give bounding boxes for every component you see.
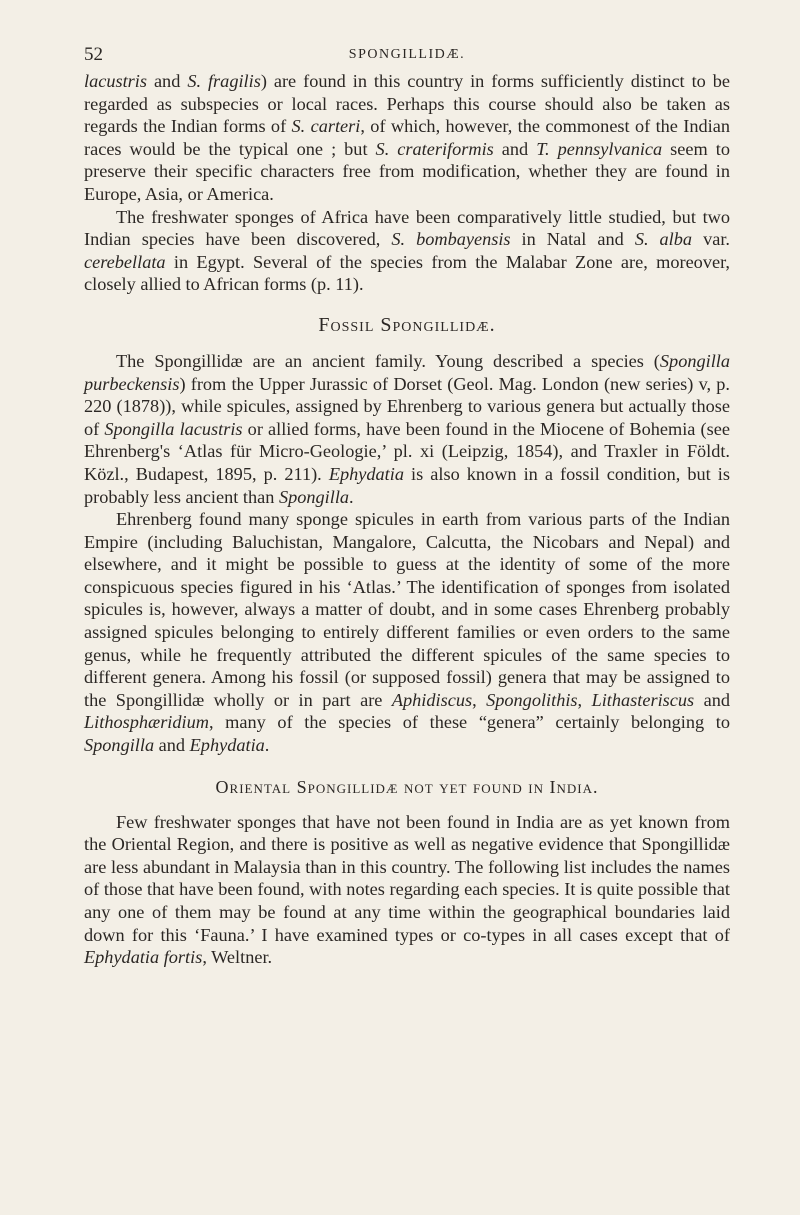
text-run: , of which, however, the commonest of the Indian races would be the typical one ; but: [84, 116, 730, 159]
italic-term: S. alba: [634, 229, 693, 250]
text-run: ,: [472, 689, 487, 710]
text-run: and: [493, 138, 537, 159]
text-run: in Natal and: [510, 229, 635, 250]
paragraph-ehrenberg: [84, 508, 730, 757]
text-run: ) are found in this country in forms sufficiently distinct to be regarded as subspecies or local races. Perhaps this course should also be taken as regards the Indian forms of: [84, 71, 730, 137]
text-run: .: [264, 735, 270, 756]
italic-term: Spongolithis: [486, 689, 578, 710]
italic-term: S. crateriformis: [375, 138, 494, 159]
italic-term: Ephydatia fortis: [84, 947, 203, 968]
text-run: The freshwater sponges of Africa have been comparatively little studied, but two Indian species have been discovered,: [84, 206, 730, 250]
text-run: var.: [692, 229, 730, 250]
page-number: 52: [84, 44, 103, 65]
italic-term: lacustris: [84, 71, 147, 91]
text-run: or allied forms, have been found in the Miocene of Bohemia (see Ehrenberg's ‘Atlas für Micro-Geologie,’ pl. xi (Leipzig, 1854), and Traxler in Földt. Közl., Budapest, 1895, p. 211).: [84, 418, 730, 484]
text-run: Ehrenberg found many sponge spicules in earth from various parts of the Indian Empire (including Baluchistan, Mangalore, Calcutta, the Nicobars and Nepal) and elsewhere, and it might be possible to guess at the identity of some of the more conspicuous species figured in his ‘Atlas.’ The identification of sponges from isolated spicules is, however, always a matter of doubt, and in some cases Ehrenberg probably assigned spicules belonging to entirely different families or even orders to the same genus, while he frequently attributed the different spicules of the same species to different genera. Among his fossil (or supposed fossil) genera that may be assigned to the Spongillidæ wholly or in part are: [84, 509, 730, 710]
italic-term: Spongilla: [84, 735, 155, 756]
text-run: and: [154, 735, 190, 756]
text-run: Few freshwater sponges that have not been found in India are as yet known from the Oriental Region, and there is positive as well as negative evidence that Spongillidæ are less abundant in Malaysia than in this country. The following list includes the names of those that have been found, with notes regarding each species. It is quite possible that any one of them may be found at any time within the geographical boundaries laid down for this ‘Fauna.’ I have examined types or co-types in all cases except that of: [84, 811, 730, 945]
paragraph-continuation: [84, 70, 730, 206]
italic-term: Ephydatia: [189, 735, 265, 756]
italic-term: S. carteri: [291, 116, 361, 137]
paragraph-oriental-list: [84, 811, 730, 969]
italic-term: Lithosphæridium: [84, 712, 209, 733]
italic-term: Lithasteriscus: [591, 689, 695, 710]
text-run: ,: [577, 689, 592, 710]
text-run: seem to preserve their specific characters free from modification, whether they are found in Europe, Asia, or America.: [84, 138, 730, 204]
text-run: , Weltner.: [202, 947, 273, 968]
italic-term: Aphidiscus: [391, 689, 473, 710]
italic-term: Spongilla lacustris: [104, 418, 243, 439]
italic-term: Ephydatia: [328, 463, 404, 484]
italic-term: S. fragilis: [187, 71, 261, 91]
paragraph-africa: [84, 206, 730, 296]
text-run: and: [694, 689, 731, 710]
running-title: SPONGILLIDÆ.: [348, 47, 466, 62]
running-head: [84, 40, 730, 70]
italic-term: cerebellata: [84, 251, 166, 272]
italic-term: Spongilla: [278, 486, 350, 507]
heading-oriental-spongillidae: Oriental Spongillidæ not yet found in India.: [215, 776, 599, 797]
text-run: , many of the species of these “genera” certainly belonging to: [208, 712, 730, 733]
italic-term: Spongilla purbeckensis: [84, 350, 730, 394]
italic-term: S. bombayensis: [391, 229, 511, 250]
text-run: ) from the Upper Jurassic of Dorset (Geol. Mag. London (new series) v, p. 220 (1878)), while spicules, assigned by Ehrenberg to various genera but actually those of: [84, 373, 730, 439]
text-run: is also known in a fossil condition, but is probably less ancient than: [84, 463, 730, 507]
text-run: .: [349, 486, 354, 507]
heading-fossil-spongillidae: Fossil Spongillidæ.: [318, 313, 496, 336]
text-run: in Egypt. Several of the species from the Malabar Zone are, moreover, closely allied to African forms (p. 11).: [84, 251, 730, 295]
paragraph-ancient-family: [84, 350, 730, 508]
text-run: The Spongillidæ are an ancient family. Young described a species (: [116, 350, 660, 371]
italic-term: T. pennsylvanica: [536, 138, 663, 159]
text-run: and: [146, 71, 188, 91]
